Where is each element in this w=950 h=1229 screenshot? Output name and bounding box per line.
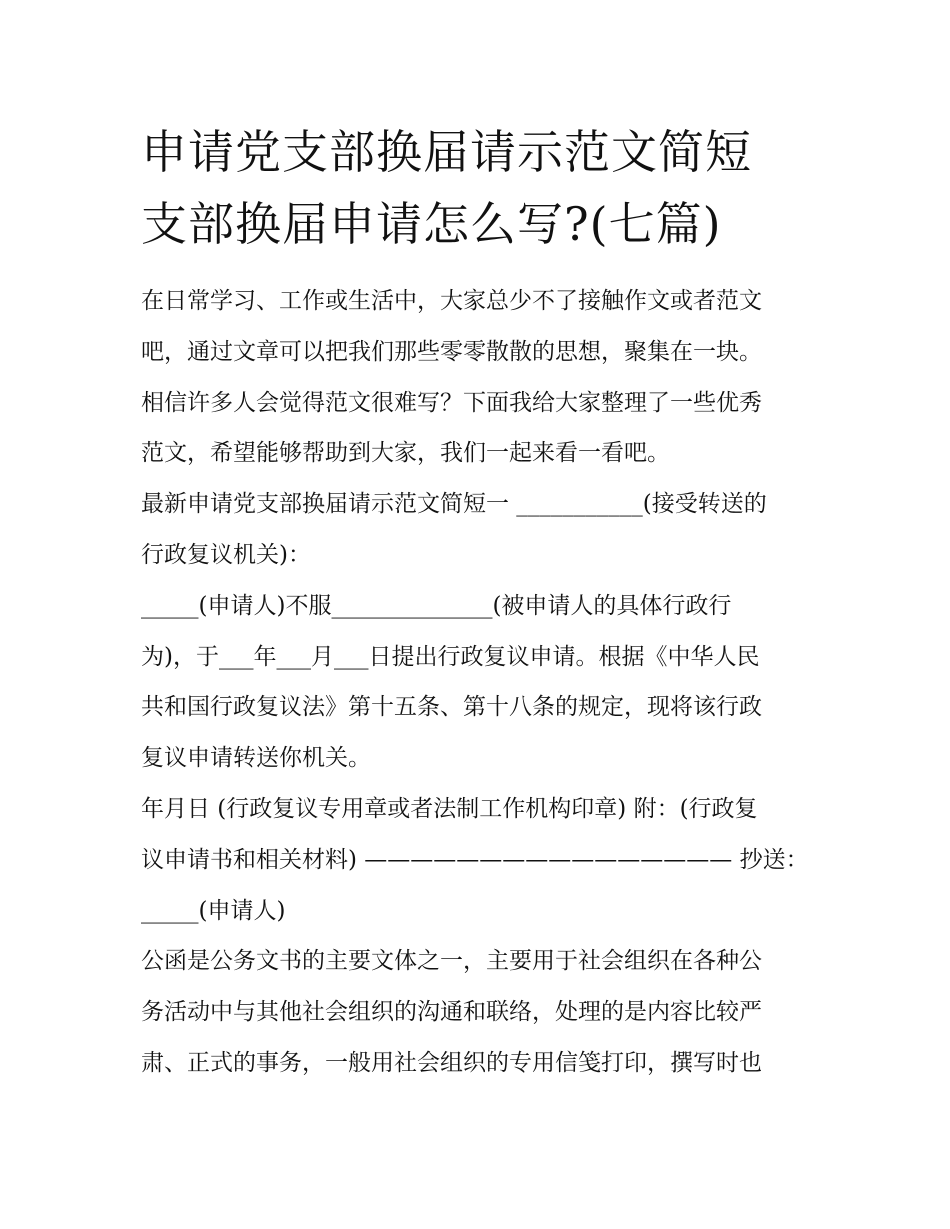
body-line: 复议申请转送你机关。 — [141, 745, 371, 772]
body-line: 为)，于___年___月___日提出行政复议申请。根据《中华人民 — [141, 643, 760, 670]
body-line: _____(申请人) — [141, 897, 286, 924]
body-line: 肃、正式的事务，一般用社会组织的专用信笺打印，撰写时也 — [141, 1049, 762, 1076]
body-line: _____(申请人)不服______________(被申请人的具体行政行 — [141, 592, 732, 619]
document-title — [141, 116, 841, 260]
body-line: 公函是公务文书的主要文体之一，主要用于社会组织在各种公 — [141, 948, 762, 975]
body-line: 共和国行政复议法》第十五条、第十八条的规定，现将该行政 — [141, 694, 762, 721]
body-line: 行政复议机关)： — [141, 541, 311, 568]
body-line: 范文，希望能够帮助到大家，我们一起来看一看吧。 — [141, 440, 670, 467]
body-line: 议申请书和相关材料) ———————————————— 抄送： — [141, 846, 809, 873]
body-line: 在日常学习、工作或生活中，大家总少不了接触作文或者范文 — [141, 288, 762, 314]
document-body — [141, 276, 821, 1089]
title-line-2: 支部换届申请怎么写?(七篇) — [141, 197, 722, 251]
body-line: 务活动中与其他社会组织的沟通和联络，处理的是内容比较严 — [141, 999, 762, 1026]
body-line: 相信许多人会觉得范文很难写？下面我给大家整理了一些优秀 — [141, 389, 762, 416]
body-line: 最新申请党支部换届请示范文简短一 ___________(接受转送的 — [141, 491, 767, 518]
body-line: 吧，通过文章可以把我们那些零零散散的思想，聚集在一块。 — [141, 338, 762, 365]
title-line-1: 申请党支部换届请示范文简短 — [141, 125, 752, 179]
body-line: 年月日 (行政复议专用章或者法制工作机构印章) 附：(行政复 — [141, 795, 758, 822]
